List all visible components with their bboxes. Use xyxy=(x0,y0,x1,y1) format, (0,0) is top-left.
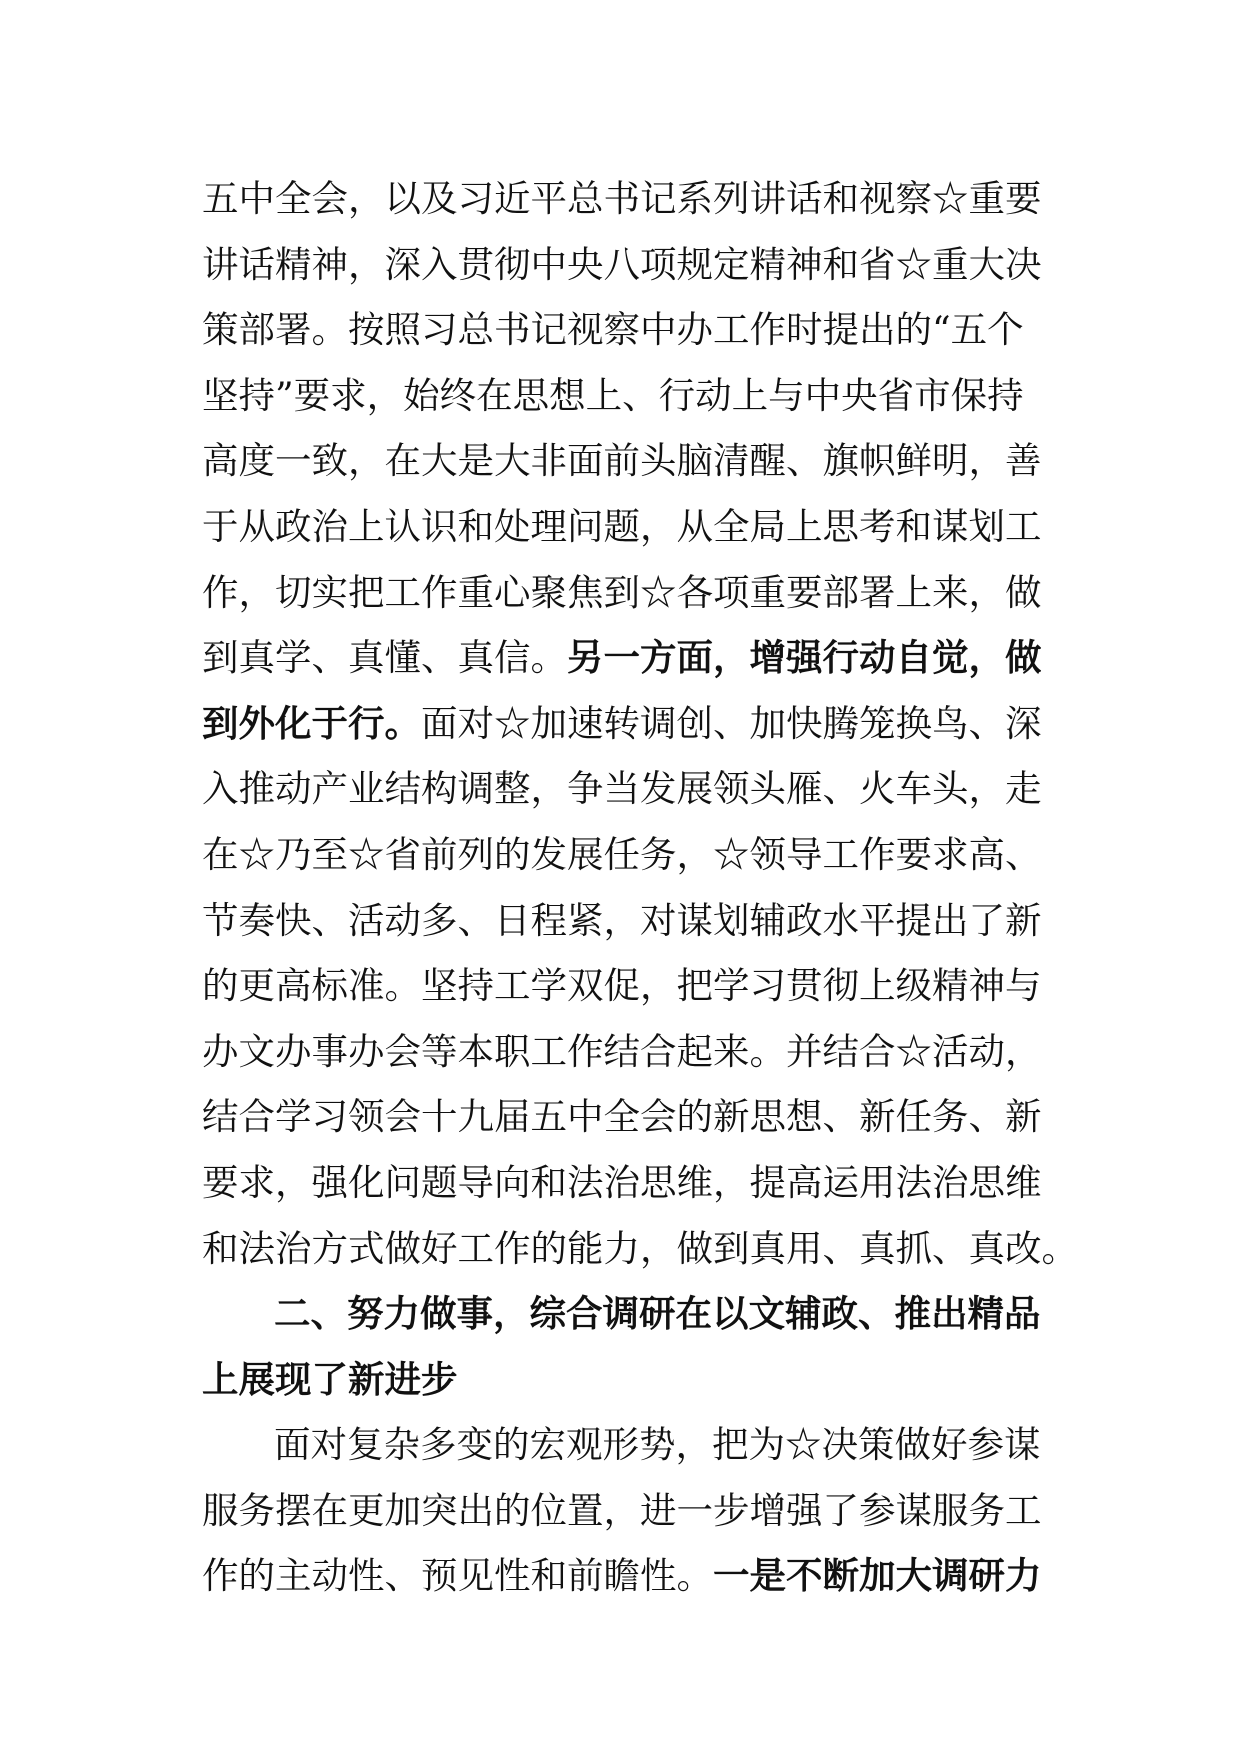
bold-text-segment: 另一方面，增强行动自觉，做 xyxy=(567,636,1042,680)
bold-text-segment: 到外化于行。 xyxy=(202,701,421,745)
text-line xyxy=(202,1019,1052,1085)
text-segment: 的更高标准。坚持工学双促，把学习贯彻上级精神与 xyxy=(202,964,1042,1008)
text-segment: 节奏快、活动多、日程紧，对谋划辅政水平提出了新 xyxy=(202,898,1042,942)
text-line xyxy=(202,560,1052,626)
text-line xyxy=(202,888,1052,954)
text-segment: 讲话精神，深入贯彻中央八项规定精神和省☆重大决 xyxy=(202,242,1042,286)
bold-text-segment: 上展现了新进步 xyxy=(202,1357,458,1401)
text-line xyxy=(202,297,1052,363)
text-line xyxy=(202,1543,1052,1609)
text-segment: 结合学习领会十九届五中全会的新思想、新任务、新 xyxy=(202,1095,1042,1139)
text-line xyxy=(202,953,1052,1019)
text-segment: 面对复杂多变的宏观形势，把为☆决策做好参谋 xyxy=(274,1423,1041,1467)
text-line xyxy=(202,1150,1052,1216)
text-line xyxy=(202,232,1052,298)
text-segment: 入推动产业结构调整，争当发展领头雁、火车头，走 xyxy=(202,767,1042,811)
bold-text-segment: 二、努力做事，综合调研在以文辅政、推出精品 xyxy=(274,1292,1041,1336)
text-segment: 面对☆加速转调创、加快腾笼换鸟、深 xyxy=(421,701,1042,745)
text-line xyxy=(202,1478,1052,1544)
text-line xyxy=(202,494,1052,560)
text-segment: 到真学、真懂、真信。 xyxy=(202,636,567,680)
bold-text-segment: 一是不断加大调研力 xyxy=(713,1554,1042,1598)
text-line xyxy=(202,1216,1078,1282)
text-line xyxy=(202,1412,1052,1478)
text-line xyxy=(202,756,1052,822)
text-segment: 策部署。按照习总书记视察中办工作时提出的“五个 xyxy=(202,308,1024,352)
text-segment: 办文办事办会等本职工作结合起来。并结合☆活动， xyxy=(202,1029,1042,1073)
text-line xyxy=(202,1347,1052,1413)
text-segment: 于从政治上认识和处理问题，从全局上思考和谋划工 xyxy=(202,504,1042,548)
text-line xyxy=(202,691,1052,757)
text-line xyxy=(202,166,1052,232)
text-segment: 五中全会，以及习近平总书记系列讲话和视察☆重要 xyxy=(202,177,1042,220)
text-line xyxy=(202,428,1052,494)
text-segment: 在☆乃至☆省前列的发展任务，☆领导工作要求高、 xyxy=(202,832,1042,876)
body-text xyxy=(202,166,1078,1609)
text-segment: 作，切实把工作重心聚焦到☆各项重要部署上来，做 xyxy=(202,570,1042,614)
text-line xyxy=(202,625,1052,691)
text-segment: 坚持”要求，始终在思想上、行动上与中央省市保持 xyxy=(202,373,1024,417)
text-line xyxy=(202,822,1052,888)
text-segment: 要求，强化问题导向和法治思维，提高运用法治思维 xyxy=(202,1160,1042,1204)
text-line xyxy=(202,1281,1052,1347)
text-segment: 作的主动性、预见性和前瞻性。 xyxy=(202,1554,713,1598)
text-segment: 服务摆在更加突出的位置，进一步增强了参谋服务工 xyxy=(202,1488,1042,1532)
text-line xyxy=(202,363,1052,429)
text-line xyxy=(202,1084,1052,1150)
text-segment: 高度一致，在大是大非面前头脑清醒、旗帜鲜明，善 xyxy=(202,439,1042,483)
text-segment: 和法治方式做好工作的能力，做到真用、真抓、真改。 xyxy=(202,1226,1078,1270)
